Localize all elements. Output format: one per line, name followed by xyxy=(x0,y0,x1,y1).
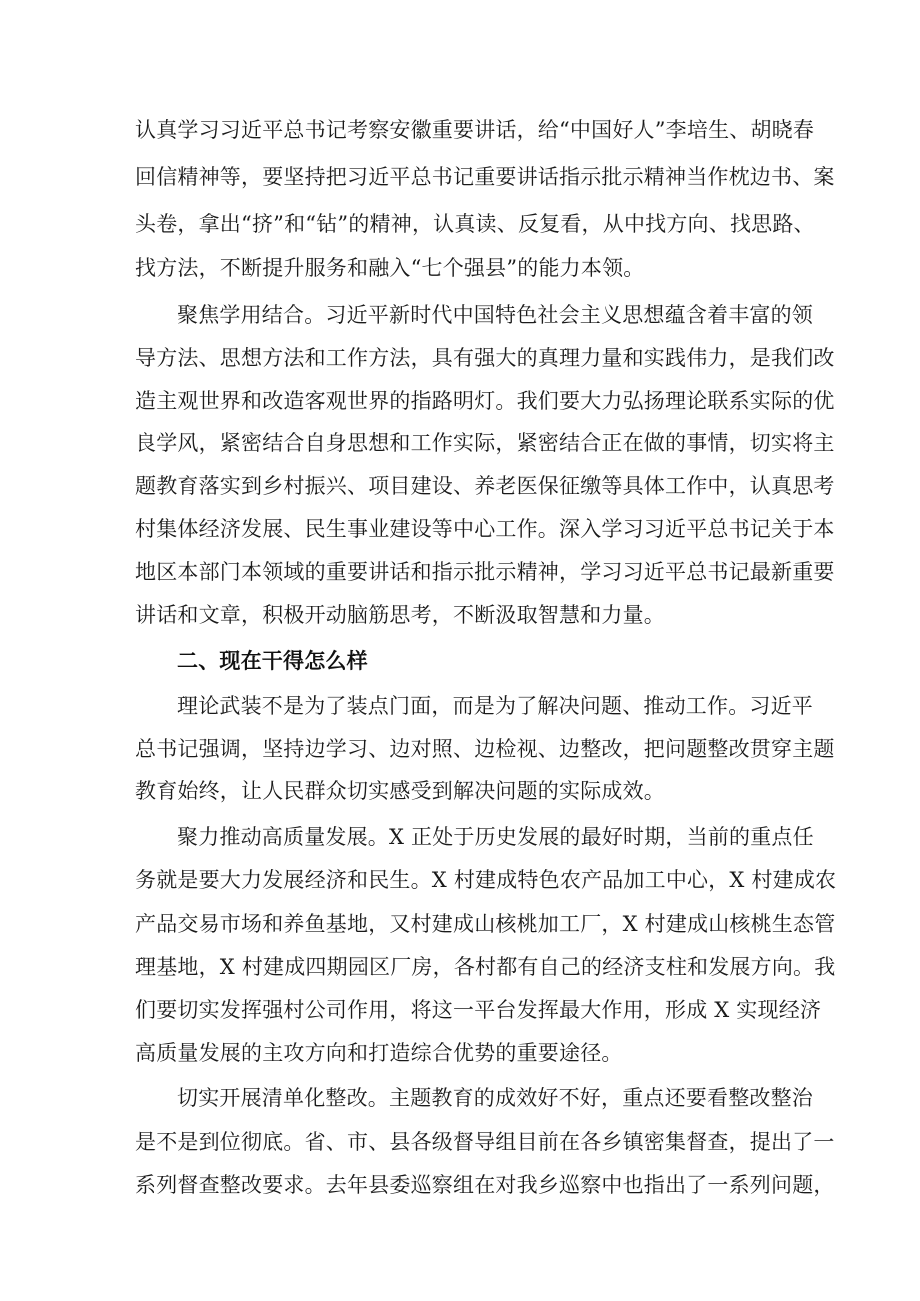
text-line: 系列督查整改要求。去年县委巡察组在对我乡巡察中也指出了一系列问题， xyxy=(135,1173,835,1197)
text-line: 总书记强调，坚持边学习、边对照、边检视、边整改，把问题整改贯穿主题 xyxy=(135,737,835,761)
text-line: 高质量发展的主攻方向和打造综合优势的重要途径。 xyxy=(135,1041,623,1065)
text-line: 理基地，X 村建成四期园区厂房，各村都有自己的经济支柱和发展方向。我 xyxy=(135,955,836,979)
text-line: 是不是到位彻底。省、市、县各级督导组目前在各乡镇密集督查，提出了一 xyxy=(135,1130,835,1154)
text-line: 良学风，紧密结合自身思想和工作实际，紧密结合正在做的事情，切实将主 xyxy=(135,431,835,455)
text-line: 讲话和文章，积极开动脑筋思考，不断汲取智慧和力量。 xyxy=(135,603,665,627)
paragraph-start-line: 切实开展清单化整改。主题教育的成效好不好，重点还要看整改整治 xyxy=(177,1086,813,1110)
text-line: 造主观世界和改造客观世界的指路明灯。我们要大力弘扬理论联系实际的优 xyxy=(135,389,835,413)
text-line: 头卷，拿出“挤”和“钻”的精神，认真读、反复看，从中找方向、找思路、 xyxy=(135,212,815,236)
text-line: 认真学习习近平总书记考察安徽重要讲话，给“中国好人”李培生、胡晓春 xyxy=(135,118,815,142)
paragraph-start-line: 聚力推动高质量发展。X 正处于历史发展的最好时期，当前的重点任 xyxy=(177,825,814,849)
text-line: 地区本部门本领域的重要讲话和指示批示精神，学习习近平总书记最新重要 xyxy=(135,560,835,584)
paragraph-start-line: 聚焦学用结合。习近平新时代中国特色社会主义思想蕴含着丰富的领 xyxy=(177,303,813,327)
text-line: 产品交易市场和养鱼基地，又村建成山核桃加工厂，X 村建成山核桃生态管 xyxy=(135,912,836,936)
text-line: 导方法、思想方法和工作方法，具有强大的真理力量和实践伟力，是我们改 xyxy=(135,346,835,370)
text-line: 们要切实发挥强村公司作用，将这一平台发挥最大作用，形成 X 实现经济 xyxy=(135,998,822,1022)
text-line: 务就是要大力发展经济和民生。X 村建成特色农产品加工中心，X 村建成农 xyxy=(135,868,837,892)
text-line: 找方法，不断提升服务和融入“七个强县”的能力本领。 xyxy=(135,256,645,280)
paragraph-start-line: 理论武装不是为了装点门面，而是为了解决问题、推动工作。习近平 xyxy=(177,694,813,718)
text-line: 村集体经济发展、民生事业建设等中心工作。深入学习习近平总书记关于本 xyxy=(135,517,835,541)
text-line: 回信精神等，要坚持把习近平总书记重要讲话指示批示精神当作枕边书、案 xyxy=(135,165,835,189)
text-line: 教育始终，让人民群众切实感受到解决问题的实际成效。 xyxy=(135,779,665,803)
text-line: 题教育落实到乡村振兴、项目建设、养老医保征缴等具体工作中，认真思考 xyxy=(135,474,835,498)
section-heading: 二、现在干得怎么样 xyxy=(177,649,368,673)
